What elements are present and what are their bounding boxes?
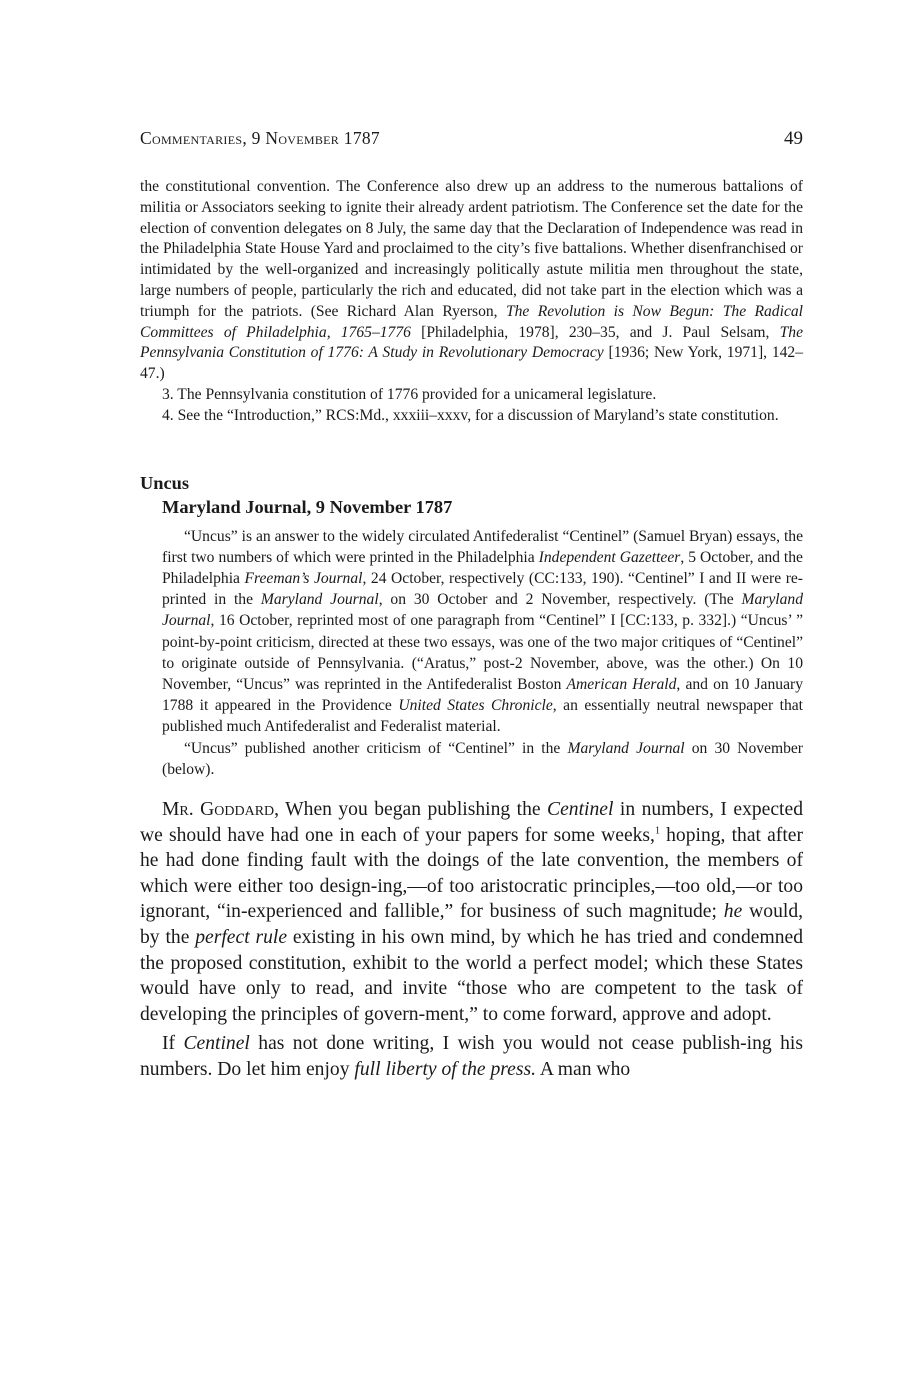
running-head-title: Commentaries, 9 November 1787 [140,128,380,148]
text-run: If [162,1033,184,1055]
endnote-3: 3. The Pennsylvania constitution of 1776 provided for a unicameral legislature. [162,385,657,403]
headnote [162,526,803,780]
essay-paragraph-1 [140,797,803,1027]
text-run: , 24 October, respectively (CC:133, 190). “Centinel” I and II were re-printed in the [162,569,803,609]
essay-paragraph-1-part-b [140,825,803,1025]
text-run: A man who [536,1058,631,1080]
italic-text: full liberty of the press. [354,1058,537,1080]
headnote-paragraph-2 [162,738,803,780]
italic-text: Maryland Journal [260,591,379,609]
text-run: [1936; New York, 1971], 142–47.) [140,344,804,383]
italic-text: he [723,901,743,923]
italic-text: The Revolution is Now Begun: The Radical Committees of Philadelphia, 1765–1776 [140,302,803,341]
italic-text: Maryland Journal [567,739,685,757]
endnotes [140,177,803,427]
text-run: [Philadelphia, 1978], 230–35, and J. Paul Selsam, [410,323,780,341]
salutation: Mr. Goddard [162,799,275,820]
document-subtitle: Maryland Journal, 9 November 1787 [162,496,453,517]
italic-text: Centinel [547,799,614,820]
essay-paragraph-2 [140,1031,803,1082]
italic-text: Maryland Journal [162,591,804,630]
text-run: , on 30 October and 2 November, respectively. (The [378,591,742,609]
text-run: the constitutional convention. The Conference also drew up an address to the numerous battalions of militia or Associators seeking to ignite their already ardent patriotism. The Conference set the date for the election of convention delegates on 8 July, the same day that the Declaration of Independence was read in the Philadelphia State House Yard and proclaimed to the city’s five battalions. Whether disenfranchised or intimidated by the well-organized and increasingly politically astute militia men throughout the state, large numbers of people, particularly the rich and educated, did not take part in the election which was a triumph for the patriots. (See Richard Alan Ryerson, [140,178,803,320]
text-run: “Uncus” published another criticism of “Centinel” in the [184,739,568,757]
italic-text: Freeman’s Journal [244,569,363,587]
italic-text: perfect rule [195,926,288,948]
book-page [140,128,803,1087]
italic-text: United States Chronicle [398,697,553,715]
endnote-continuation [140,177,803,385]
running-head [140,128,803,156]
headnote-paragraph-1 [162,526,803,738]
essay-text [140,797,803,1083]
text-run: in numbers, I expected we should have had one in each of your papers for some weeks, [140,799,803,846]
text-run: existing in his own mind, by which he has tried and condemned the proposed constitution, exhibit to the world a perfect model; which these States would have only to read, and invite “those who are competent to the task of developing the principles of govern-ment,” to come forward, approve and adopt. [140,926,804,1025]
page-number: 49 [784,128,803,149]
text-run: , When you began publishing the [274,799,548,820]
italic-text: Centinel [183,1033,250,1055]
italic-text: The Pennsylvania Constitution of 1776: A Study in Revolutionary Democracy [140,323,803,362]
footnote-reference: 1 [654,825,660,837]
text-run: hoping, that after he had done finding fault with the doings of the late convention, the members of which were either too design-ing,—of too aristocratic principles,—too old,—or too ignorant, “in-experienced and fallible,” for business of such magnitude; [140,824,803,923]
text-run: would, by the [140,901,804,948]
text-run: , and on 10 January 1788 it appeared in the Providence [162,675,803,715]
italic-text: Independent Gazetteer [538,548,681,566]
document-title: Uncus [140,472,190,493]
text-run: “Uncus” is an answer to the widely circulated Antifederalist “Centinel” (Samuel Bryan) essays, the first two numbers of which were printed in the Philadelphia [162,527,803,566]
italic-text: American Herald [566,675,677,693]
text-run: , an essentially neutral newspaper that published much Antifederalist and Federalist material. [162,697,803,736]
endnote-4: 4. See the “Introduction,” RCS:Md., xxxiii–xxxv, for a discussion of Maryland’s state constitution. [162,406,779,424]
text-run: on 30 November (below). [162,739,803,778]
text-run: , 16 October, reprinted most of one paragraph from “Centinel” I [CC:133, p. 332].) “Uncus’ ” point-by-point criticism, directed at these two essays, was one of the two major critiques of “Centinel” to originate outside of Pennsylvania. (“Aratus,” post-2 November, above, was the other.) On 10 November, “Uncus” was reprinted in the Antifederalist Boston [162,612,803,693]
text-run: , 5 October, and the Philadelphia [162,548,803,587]
text-run: has not done writing, I wish you would not cease publish-ing his numbers. Do let him enjoy [140,1033,803,1080]
